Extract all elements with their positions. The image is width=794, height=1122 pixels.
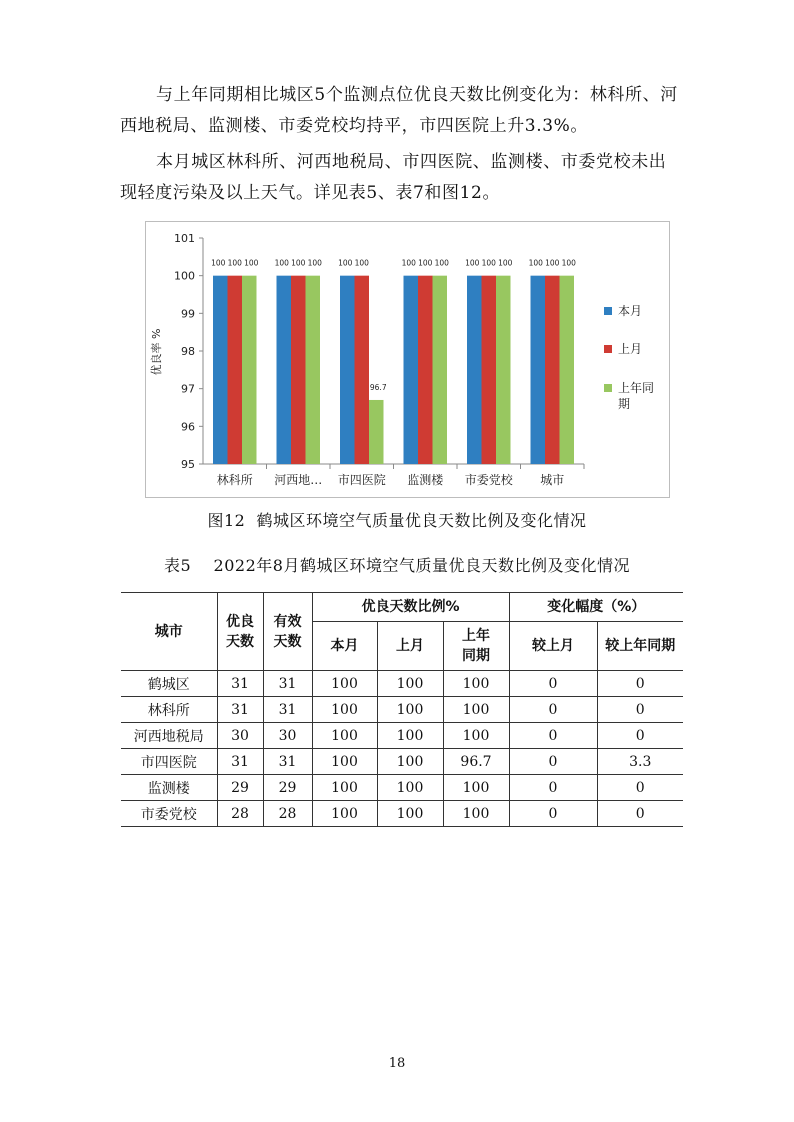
bar-上年同期 xyxy=(496,276,511,464)
bar-上年同期 xyxy=(560,276,575,464)
bar-上年同期 xyxy=(306,276,321,464)
table-cell: 林科所 xyxy=(121,697,217,723)
table-cell: 100 xyxy=(312,671,377,697)
table-cell: 市委党校 xyxy=(121,801,217,827)
table-row xyxy=(121,749,683,775)
table-cell: 100 xyxy=(377,671,443,697)
table-cell: 0 xyxy=(597,697,683,723)
table-cell: 100 xyxy=(377,775,443,801)
data-label: 100 xyxy=(434,258,449,268)
table-body xyxy=(121,671,683,827)
header-valid-days-label: 有效天数 xyxy=(273,613,302,650)
figure-caption: 图12 鹤城区环境空气质量优良天数比例及变化情况 xyxy=(207,511,587,530)
table-cell: 29 xyxy=(263,775,312,801)
table-cell: 3.3 xyxy=(597,749,683,775)
paragraph-comparison: 与上年同期相比城区5个监测点位优良天数比例变化为：林科所、河西地税局、监测楼、市委党校均持平，市四医院上升3.3%。 xyxy=(120,85,678,136)
data-label: 100 xyxy=(481,258,496,268)
data-label: 100 xyxy=(338,258,353,268)
table-cell: 0 xyxy=(509,671,597,697)
category-label: 城市 xyxy=(540,473,565,487)
bar-上月 xyxy=(355,276,370,464)
header-same-period xyxy=(443,622,509,671)
table-cell: 100 xyxy=(312,749,377,775)
data-label: 100 xyxy=(227,258,242,268)
table-row xyxy=(121,801,683,827)
bar-chart xyxy=(145,221,670,498)
y-tick-label: 95 xyxy=(181,458,195,471)
header-good-days xyxy=(217,593,263,671)
header-last-month: 上月 xyxy=(377,622,443,671)
table-cell: 100 xyxy=(377,749,443,775)
table-cell: 96.7 xyxy=(443,749,509,775)
data-label: 100 xyxy=(291,258,306,268)
table-cell: 100 xyxy=(443,697,509,723)
legend-label: 期 xyxy=(618,397,631,411)
table-cell: 0 xyxy=(509,723,597,749)
category-label: 市四医院 xyxy=(337,473,386,487)
data-label: 100 xyxy=(561,258,576,268)
table-cell: 100 xyxy=(312,801,377,827)
table-cell: 100 xyxy=(443,671,509,697)
table-cell: 100 xyxy=(312,697,377,723)
data-label: 100 xyxy=(418,258,433,268)
category-label: 市委党校 xyxy=(464,473,513,487)
header-change-group: 变化幅度（%） xyxy=(509,593,683,622)
category-label: 林科所 xyxy=(216,473,253,487)
bar-本月 xyxy=(404,276,419,464)
header-good-days-label: 优良天数 xyxy=(226,613,254,650)
legend-label: 上月 xyxy=(618,342,643,356)
header-vs-same-period-label: 较上年同期 xyxy=(605,638,676,654)
table-cell: 100 xyxy=(443,775,509,801)
bar-上年同期 xyxy=(369,400,384,464)
paragraph-pollution-summary: 本月城区林科所、河西地税局、市四医院、监测楼、市委党校未出现轻度污染及以上天气。详见表5、表7和图12。 xyxy=(120,152,667,203)
table-cell: 31 xyxy=(263,749,312,775)
header-vs-last-month: 较上月 xyxy=(509,622,597,671)
table-caption: 表5 2022年8月鹤城区环境空气质量优良天数比例及变化情况 xyxy=(164,556,630,575)
table-cell: 30 xyxy=(217,723,263,749)
header-vs-same-period xyxy=(597,622,683,671)
bar-上月 xyxy=(482,276,497,464)
legend-label: 本月 xyxy=(618,304,643,318)
page-number: 18 xyxy=(388,1056,406,1071)
table-cell: 100 xyxy=(377,723,443,749)
bar-上月 xyxy=(291,276,306,464)
header-ratio-group: 优良天数比例% xyxy=(312,593,509,622)
table-cell: 0 xyxy=(509,775,597,801)
table-cell: 100 xyxy=(312,775,377,801)
air-quality-table xyxy=(121,592,683,827)
data-label: 100 xyxy=(354,258,369,268)
table-cell: 0 xyxy=(509,749,597,775)
bar-chart-svg xyxy=(146,222,669,497)
y-tick-label: 101 xyxy=(174,232,195,245)
table-cell: 鹤城区 xyxy=(121,671,217,697)
bar-上月 xyxy=(418,276,433,464)
category-label: 监测楼 xyxy=(407,473,444,487)
legend-label: 上年同 xyxy=(618,381,655,395)
table-cell: 0 xyxy=(597,775,683,801)
header-city: 城市 xyxy=(121,593,217,671)
bar-上月 xyxy=(228,276,243,464)
table-row xyxy=(121,671,683,697)
table-cell: 100 xyxy=(312,723,377,749)
table-cell: 0 xyxy=(597,801,683,827)
y-axis-label: 优良率 % xyxy=(150,328,163,376)
table-cell: 0 xyxy=(509,801,597,827)
table-cell: 市四医院 xyxy=(121,749,217,775)
bar-上月 xyxy=(545,276,560,464)
table-cell: 河西地税局 xyxy=(121,723,217,749)
table-row xyxy=(121,697,683,723)
y-tick-label: 98 xyxy=(181,345,195,358)
table-cell: 100 xyxy=(377,697,443,723)
data-label: 96.7 xyxy=(369,382,387,392)
table-cell: 0 xyxy=(509,697,597,723)
table-row xyxy=(121,775,683,801)
data-label: 100 xyxy=(465,258,480,268)
header-same-period-label: 上年同期 xyxy=(462,628,490,664)
data-label: 100 xyxy=(528,258,543,268)
data-label: 100 xyxy=(274,258,289,268)
table-cell: 28 xyxy=(263,801,312,827)
table-cell: 0 xyxy=(597,671,683,697)
table-cell: 100 xyxy=(443,723,509,749)
table-cell: 31 xyxy=(263,671,312,697)
legend-swatch-上月 xyxy=(604,345,612,353)
table-cell: 0 xyxy=(597,723,683,749)
table-cell: 31 xyxy=(263,697,312,723)
bar-上年同期 xyxy=(242,276,257,464)
bar-本月 xyxy=(340,276,355,464)
legend-swatch-上年同期 xyxy=(604,384,612,392)
table-cell: 100 xyxy=(377,801,443,827)
bar-本月 xyxy=(467,276,482,464)
data-label: 100 xyxy=(244,258,259,268)
table-cell: 31 xyxy=(217,749,263,775)
bar-上年同期 xyxy=(433,276,448,464)
data-label: 100 xyxy=(211,258,226,268)
bar-本月 xyxy=(277,276,292,464)
data-label: 100 xyxy=(307,258,322,268)
bar-本月 xyxy=(531,276,546,464)
table-cell: 30 xyxy=(263,723,312,749)
header-this-month: 本月 xyxy=(312,622,377,671)
table-row xyxy=(121,723,683,749)
table-cell: 31 xyxy=(217,671,263,697)
data-label: 100 xyxy=(498,258,513,268)
data-label: 100 xyxy=(401,258,416,268)
legend-swatch-本月 xyxy=(604,307,612,315)
header-valid-days xyxy=(263,593,312,671)
y-tick-label: 96 xyxy=(181,420,195,434)
y-tick-label: 100 xyxy=(174,269,195,283)
y-tick-label: 99 xyxy=(181,307,195,321)
category-label: 河西地… xyxy=(274,473,323,487)
table-cell: 100 xyxy=(443,801,509,827)
bar-本月 xyxy=(213,276,228,464)
table-cell: 31 xyxy=(217,697,263,723)
table-cell: 监测楼 xyxy=(121,775,217,801)
table-cell: 28 xyxy=(217,801,263,827)
table-cell: 29 xyxy=(217,775,263,801)
y-tick-label: 97 xyxy=(181,382,195,396)
data-label: 100 xyxy=(545,258,560,268)
